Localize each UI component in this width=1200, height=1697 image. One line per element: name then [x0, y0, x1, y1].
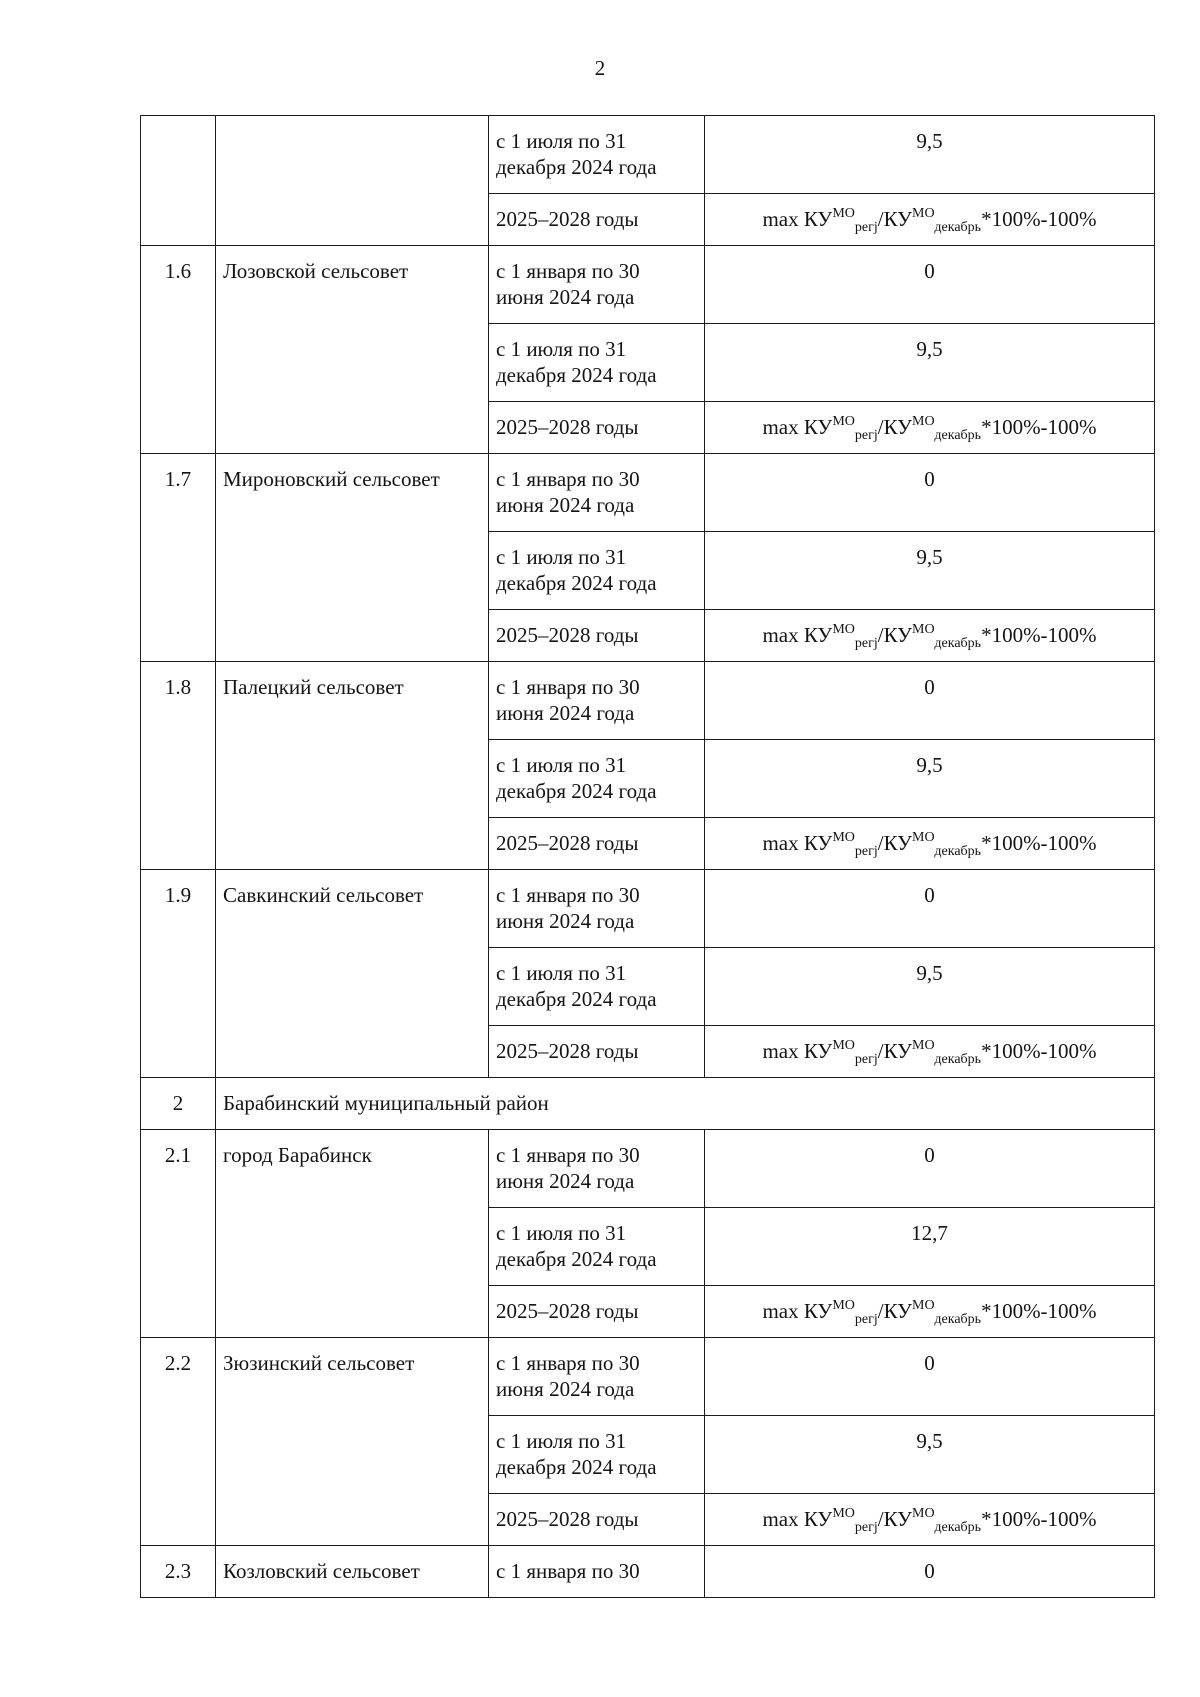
- period-line: июня 2024 года: [496, 1169, 635, 1193]
- value-cell: [705, 246, 1155, 324]
- formula-superscript: МО: [912, 414, 935, 429]
- period-cell: [489, 948, 705, 1026]
- formula-superscript: МО: [912, 1298, 935, 1313]
- period-line: с 1 января по 30: [496, 675, 640, 699]
- period-line: с 1 июля по 31: [496, 961, 627, 985]
- period-line: декабря 2024 года: [496, 571, 657, 595]
- value-cell: [705, 870, 1155, 948]
- value-cell: [705, 402, 1155, 454]
- period-line: декабря 2024 года: [496, 987, 657, 1011]
- formula-superscript: МО: [832, 830, 855, 845]
- period-cell: [489, 818, 705, 870]
- period-line: декабря 2024 года: [496, 779, 657, 803]
- formula-prefix: max КУ: [762, 415, 833, 439]
- period-cell: [489, 1546, 705, 1598]
- formula-superscript: МО: [832, 414, 855, 429]
- formula-superscript: МО: [832, 1298, 855, 1313]
- period-line: декабря 2024 года: [496, 1247, 657, 1271]
- formula-suffix: *100%-100%: [981, 1507, 1097, 1531]
- value-cell: [705, 1546, 1155, 1598]
- page-number: 2: [594, 56, 606, 80]
- period-line: с 1 июля по 31: [496, 1429, 627, 1453]
- period-line: 2025–2028 годы: [496, 1507, 639, 1531]
- value-cell: [705, 1286, 1155, 1338]
- formula-divider: /КУ: [877, 1507, 913, 1531]
- value-cell: [705, 948, 1155, 1026]
- table-row: [141, 1546, 1155, 1598]
- value-text: 0: [924, 259, 935, 283]
- value-cell: [705, 662, 1155, 740]
- value-text: 0: [924, 1559, 935, 1583]
- period-line: июня 2024 года: [496, 701, 635, 725]
- value-text: 0: [924, 1143, 935, 1167]
- formula-superscript: МО: [832, 1038, 855, 1053]
- formula-superscript: МО: [912, 1506, 935, 1521]
- formula-suffix: *100%-100%: [981, 207, 1097, 231]
- formula-subscript: декабрь: [934, 428, 982, 443]
- formula-subscript: регj: [854, 1052, 878, 1067]
- value-cell: [705, 740, 1155, 818]
- period-cell: [489, 1208, 705, 1286]
- value-cell: [705, 818, 1155, 870]
- value-text: 12,7: [911, 1221, 948, 1245]
- formula-subscript: декабрь: [934, 220, 982, 235]
- value-cell: [705, 454, 1155, 532]
- table-row: [141, 454, 1155, 532]
- row-number-cell: 1.7: [141, 454, 216, 662]
- period-line: с 1 января по 30: [496, 1351, 640, 1375]
- period-line: с 1 июля по 31: [496, 337, 627, 361]
- table-row: [141, 116, 1155, 194]
- row-number-cell: 2.3: [141, 1546, 216, 1598]
- period-line: 2025–2028 годы: [496, 415, 639, 439]
- municipality-name-cell: город Барабинск: [216, 1130, 489, 1338]
- formula-subscript: регj: [854, 220, 878, 235]
- formula-divider: /КУ: [877, 623, 913, 647]
- period-cell: [489, 116, 705, 194]
- municipality-name-cell: Мироновский сельсовет: [216, 454, 489, 662]
- formula-superscript: МО: [832, 1506, 855, 1521]
- period-cell: [489, 740, 705, 818]
- table-row: [141, 662, 1155, 740]
- period-cell: [489, 870, 705, 948]
- municipality-name-cell: [216, 116, 489, 246]
- municipality-name-cell: Зюзинский сельсовет: [216, 1338, 489, 1546]
- value-cell: [705, 1416, 1155, 1494]
- period-line: с 1 июля по 31: [496, 545, 627, 569]
- formula-subscript: декабрь: [934, 636, 982, 651]
- value-text: 9,5: [916, 961, 943, 985]
- formula-subscript: декабрь: [934, 1520, 982, 1535]
- formula-suffix: *100%-100%: [981, 1299, 1097, 1323]
- row-number-cell: 2.1: [141, 1130, 216, 1338]
- value-cell: [705, 532, 1155, 610]
- value-cell: [705, 610, 1155, 662]
- row-number-cell: 2.2: [141, 1338, 216, 1546]
- period-cell: [489, 1494, 705, 1546]
- period-line: июня 2024 года: [496, 1377, 635, 1401]
- section-row: [141, 1078, 1155, 1130]
- formula-suffix: *100%-100%: [981, 1039, 1097, 1063]
- period-line: с 1 января по 30: [496, 1559, 640, 1583]
- value-text: 0: [924, 1351, 935, 1375]
- value-text: 0: [924, 883, 935, 907]
- value-text: 9,5: [916, 1429, 943, 1453]
- period-cell: [489, 454, 705, 532]
- period-line: 2025–2028 годы: [496, 831, 639, 855]
- period-line: 2025–2028 годы: [496, 623, 639, 647]
- row-number-cell: 2: [141, 1078, 216, 1130]
- period-cell: [489, 532, 705, 610]
- period-line: с 1 января по 30: [496, 259, 640, 283]
- period-cell: [489, 1130, 705, 1208]
- period-line: декабря 2024 года: [496, 363, 657, 387]
- value-cell: [705, 324, 1155, 402]
- period-line: декабря 2024 года: [496, 1455, 657, 1479]
- municipality-name-cell: Лозовской сельсовет: [216, 246, 489, 454]
- row-number-cell: [141, 116, 216, 246]
- formula-superscript: МО: [912, 1038, 935, 1053]
- period-cell: [489, 194, 705, 246]
- data-table: [140, 115, 1155, 1598]
- period-line: декабря 2024 года: [496, 155, 657, 179]
- formula-subscript: регj: [854, 1312, 878, 1327]
- value-text: 0: [924, 467, 935, 491]
- period-cell: [489, 1286, 705, 1338]
- value-cell: [705, 116, 1155, 194]
- municipality-name-cell: Палецкий сельсовет: [216, 662, 489, 870]
- value-text: 9,5: [916, 753, 943, 777]
- period-line: с 1 июля по 31: [496, 129, 627, 153]
- period-cell: [489, 610, 705, 662]
- formula-suffix: *100%-100%: [981, 623, 1097, 647]
- value-text: 9,5: [916, 129, 943, 153]
- value-text: 0: [924, 675, 935, 699]
- table-row: [141, 870, 1155, 948]
- formula-superscript: МО: [912, 830, 935, 845]
- period-cell: [489, 1338, 705, 1416]
- period-line: 2025–2028 годы: [496, 1299, 639, 1323]
- formula-subscript: регj: [854, 1520, 878, 1535]
- period-cell: [489, 402, 705, 454]
- value-cell: [705, 1208, 1155, 1286]
- formula-subscript: декабрь: [934, 844, 982, 859]
- table-row: [141, 1338, 1155, 1416]
- municipality-name-cell: Козловский сельсовет: [216, 1546, 489, 1598]
- value-cell: [705, 1494, 1155, 1546]
- formula-prefix: max КУ: [762, 207, 833, 231]
- value-cell: [705, 1026, 1155, 1078]
- period-line: с 1 января по 30: [496, 467, 640, 491]
- table-row: [141, 246, 1155, 324]
- table-body: [141, 116, 1155, 1598]
- period-cell: [489, 324, 705, 402]
- row-number-cell: 1.9: [141, 870, 216, 1078]
- formula-prefix: max КУ: [762, 623, 833, 647]
- row-number-cell: 1.6: [141, 246, 216, 454]
- formula-divider: /КУ: [877, 831, 913, 855]
- municipality-name-cell: Савкинский сельсовет: [216, 870, 489, 1078]
- formula-suffix: *100%-100%: [981, 415, 1097, 439]
- period-line: с 1 января по 30: [496, 883, 640, 907]
- formula-subscript: регj: [854, 636, 878, 651]
- table-row: [141, 1130, 1155, 1208]
- row-number-cell: 1.8: [141, 662, 216, 870]
- period-cell: [489, 246, 705, 324]
- period-line: с 1 июля по 31: [496, 753, 627, 777]
- period-cell: [489, 1026, 705, 1078]
- value-cell: [705, 1130, 1155, 1208]
- period-line: с 1 января по 30: [496, 1143, 640, 1167]
- formula-superscript: МО: [912, 622, 935, 637]
- formula-subscript: регj: [854, 844, 878, 859]
- value-cell: [705, 1338, 1155, 1416]
- period-line: 2025–2028 годы: [496, 1039, 639, 1063]
- section-title-cell: Барабинский муниципальный район: [216, 1078, 1155, 1130]
- formula-superscript: МО: [832, 622, 855, 637]
- formula-divider: /КУ: [877, 207, 913, 231]
- formula-prefix: max КУ: [762, 1039, 833, 1063]
- period-line: с 1 июля по 31: [496, 1221, 627, 1245]
- period-cell: [489, 1416, 705, 1494]
- period-line: июня 2024 года: [496, 285, 635, 309]
- formula-subscript: регj: [854, 428, 878, 443]
- formula-prefix: max КУ: [762, 831, 833, 855]
- formula-divider: /КУ: [877, 1039, 913, 1063]
- formula-prefix: max КУ: [762, 1299, 833, 1323]
- value-cell: [705, 194, 1155, 246]
- value-text: 9,5: [916, 545, 943, 569]
- formula-superscript: МО: [832, 206, 855, 221]
- formula-prefix: max КУ: [762, 1507, 833, 1531]
- period-line: июня 2024 года: [496, 493, 635, 517]
- formula-subscript: декабрь: [934, 1052, 982, 1067]
- value-text: 9,5: [916, 337, 943, 361]
- period-cell: [489, 662, 705, 740]
- formula-suffix: *100%-100%: [981, 831, 1097, 855]
- period-line: 2025–2028 годы: [496, 207, 639, 231]
- formula-divider: /КУ: [877, 1299, 913, 1323]
- formula-divider: /КУ: [877, 415, 913, 439]
- formula-superscript: МО: [912, 206, 935, 221]
- formula-subscript: декабрь: [934, 1312, 982, 1327]
- period-line: июня 2024 года: [496, 909, 635, 933]
